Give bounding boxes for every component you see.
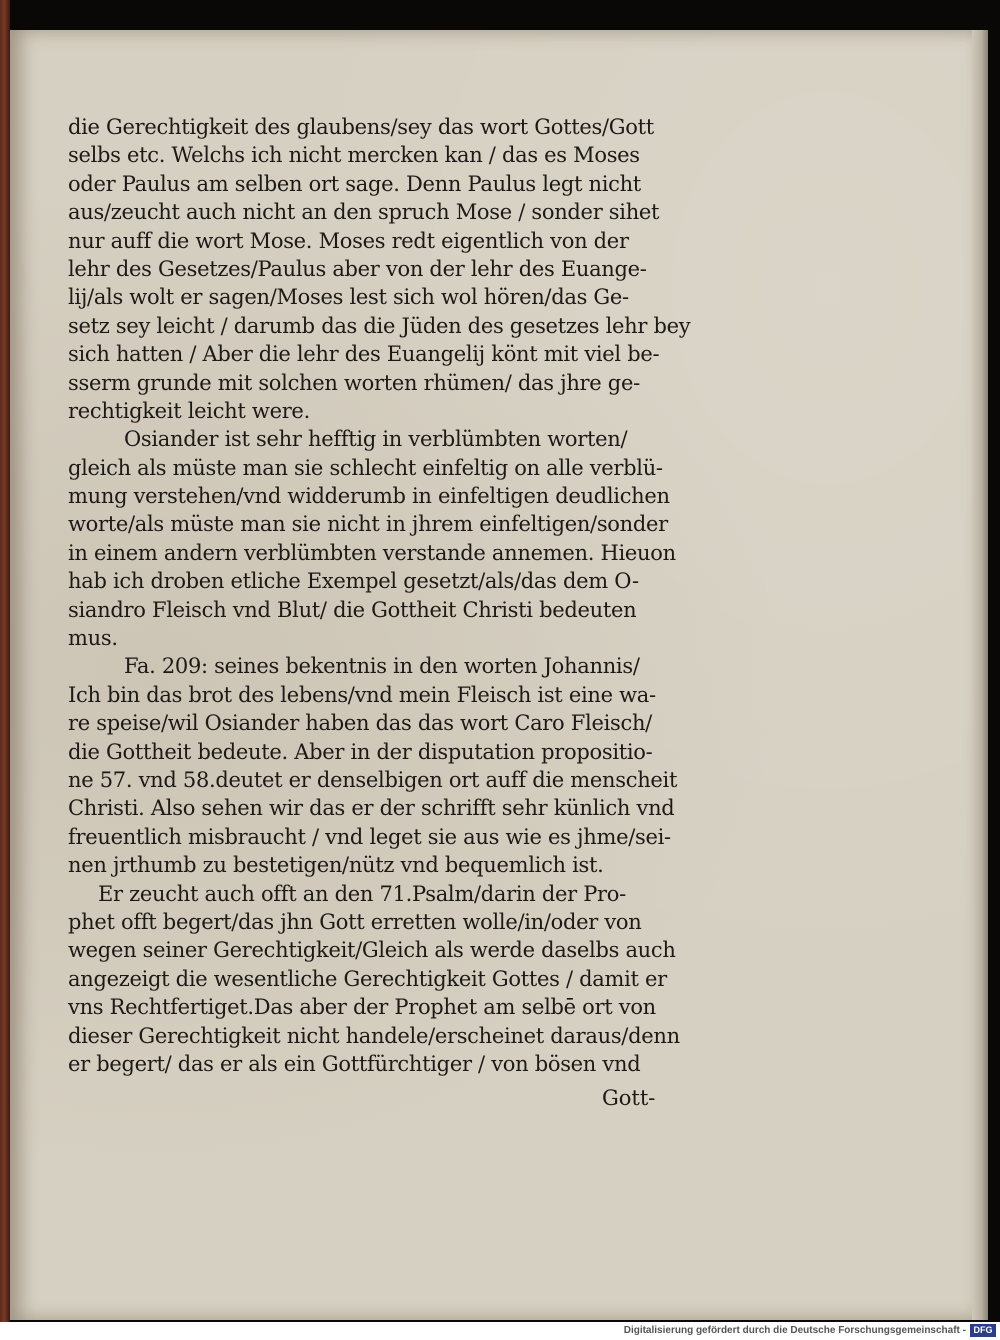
- text-line: oder Paulus am selben ort sage. Denn Paulus legt nicht: [68, 171, 641, 196]
- text-line: hab ich droben etliche Exempel gesetzt/als/das dem O-: [68, 569, 639, 594]
- text-line: angezeigt die wesentliche Gerechtigkeit Gottes / damit er: [68, 966, 667, 991]
- paragraph-start-line: Fa. 209: seines bekentnis in den worten Johannis/: [124, 654, 640, 679]
- text-line: setz sey leicht / darumb das die Jüden des gesetzes lehr bey: [68, 313, 691, 338]
- text-line: gleich als müste man sie schlecht einfeltig on alle verblü-: [68, 455, 663, 480]
- text-line: siandro Fleisch vnd Blut/ die Gottheit Christi bedeuten: [68, 597, 637, 622]
- paragraph-start-line: Osiander ist sehr hefftig in verblümbten worten/: [124, 427, 628, 452]
- text-line: Ich bin das brot des lebens/vnd mein Fleisch ist eine wa-: [68, 682, 656, 707]
- text-line: vns Rechtfertiget.Das aber der Prophet am selbē ort von: [68, 995, 656, 1020]
- text-line: rechtigkeit leicht were.: [68, 398, 310, 423]
- text-line: aus/zeucht auch nicht an den spruch Mose / sonder sihet: [68, 200, 660, 225]
- page-fore-edge: [972, 30, 988, 1320]
- text-line: nur auff die wort Mose. Moses redt eigentlich von der: [68, 228, 629, 253]
- text-line: Christi. Also sehen wir das er der schrifft sehr künlich vnd: [68, 796, 675, 821]
- text-line: sserm grunde mit solchen worten rhümen/ das jhre ge-: [68, 370, 640, 395]
- text-line: worte/als müste man sie nicht in jhrem einfeltigen/sonder: [68, 512, 668, 537]
- text-line: die Gottheit bedeute. Aber in der disputation propositio-: [68, 739, 653, 764]
- text-line: phet offt begert/das jhn Gott erretten wolle/in/oder von: [68, 909, 642, 934]
- text-line: sich hatten / Aber die lehr des Euangelij könt mit viel be-: [68, 342, 660, 367]
- catchword: Gott-: [602, 1086, 656, 1110]
- text-line: lij/als wolt er sagen/Moses lest sich wol hören/das Ge-: [68, 285, 629, 310]
- text-line: mus.: [68, 626, 118, 651]
- page-text-block: [68, 113, 718, 1078]
- text-line: die Gerechtigkeit des glaubens/sey das wort Gottes/Gott: [68, 115, 654, 139]
- dfg-logo: DFG: [970, 1324, 996, 1337]
- funding-credit: Digitalisierung gefördert durch die Deutsche Forschungsgemeinschaft -: [623, 1325, 966, 1336]
- text-line: wegen seiner Gerechtigkeit/Gleich als werde daselbs auch: [68, 938, 676, 963]
- text-line: mung verstehen/vnd widderumb in einfeltigen deudlichen: [68, 484, 670, 509]
- text-line: er begert/ das er als ein Gottfürchtiger / von bösen vnd: [68, 1051, 641, 1076]
- text-line: ne 57. vnd 58.deutet er denselbigen ort auff die menscheit: [68, 767, 678, 792]
- text-line: dieser Gerechtigkeit nicht handele/erscheinet daraus/denn: [68, 1023, 680, 1048]
- text-line: freuentlich misbraucht / vnd leget sie aus wie es jhme/sei-: [68, 824, 671, 849]
- text-line: re speise/wil Osiander haben das das wort Caro Fleisch/: [68, 711, 652, 736]
- text-line: in einem andern verblümbten verstande annemen. Hieuon: [68, 540, 676, 565]
- text-line: lehr des Gesetzes/Paulus aber von der lehr des Euange-: [68, 256, 647, 281]
- text-line: selbs etc. Welchs ich nicht mercken kan / das es Moses: [68, 143, 640, 168]
- text-line: nen jrthumb zu bestetigen/nütz vnd bequemlich ist.: [68, 853, 604, 878]
- book-binding-edge: [0, 0, 10, 1322]
- paragraph-start-line: Er zeucht auch offt an den 71.Psalm/darin der Pro-: [98, 881, 626, 906]
